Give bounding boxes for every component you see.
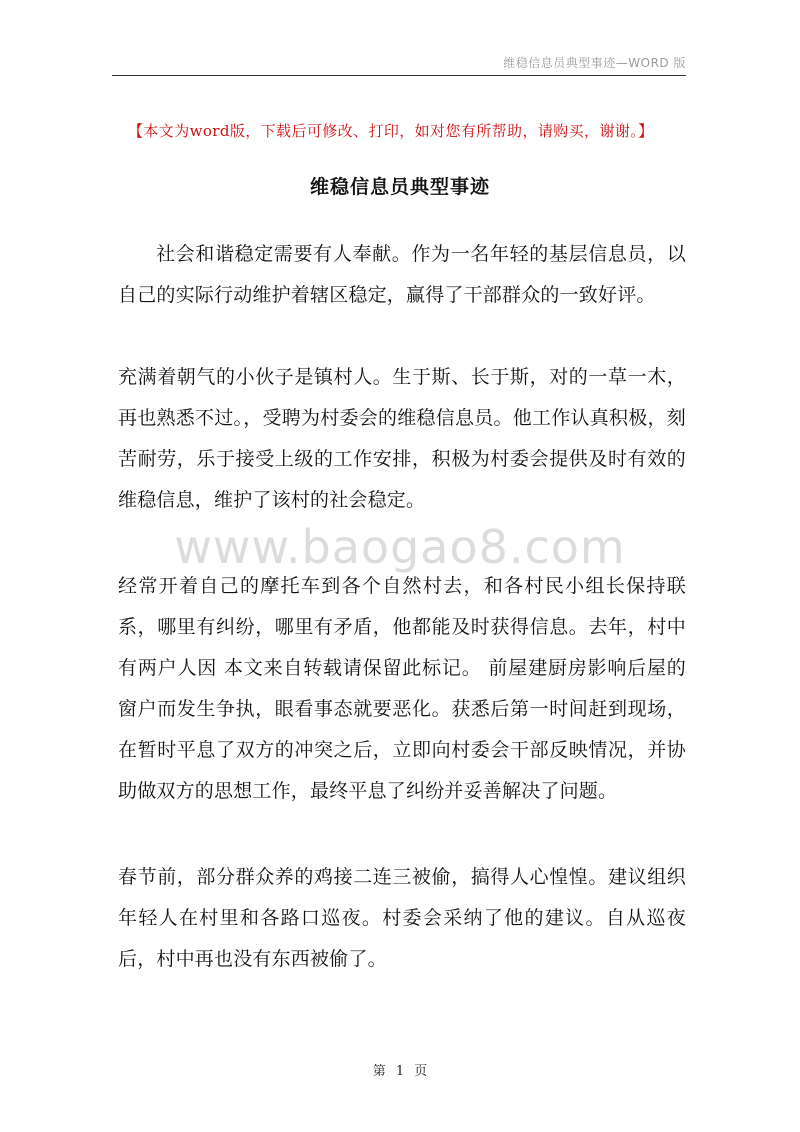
document-title: 维稳信息员典型事迹 [309,176,490,198]
paragraph-3: 经常开着自己的摩托车到各个自然村去，和各村民小组长保持联系，哪里有纠纷，哪里有矛盾，他都能及时获得信息。去年，村中有两户人因 本文来自转载请保留此标记。 前屋建厨房影响后屋的窗户而发生争执，眼看事态就要恶化。获悉后第一时间赶到现场，在暂时平息了双方的冲突之后，立即向村委会干部反映情况，并协助做双方的思想工作，最终平息了纠纷并妥善解决了问题。 [118,575,686,802]
paragraph-4: 春节前，部分群众养的鸡接二连三被偷，搞得人心惶惶。建议组织年轻人在村里和各路口巡夜。村委会采纳了他的建议。自从巡夜后，村中再也没有东西被偷了。 [118,866,686,970]
download-notice: 【本文为word版，下载后可修改、打印，如对您有所帮助，请购买，谢谢。】 [128,122,654,140]
running-header: 维稳信息员典型事迹—WORD 版 [503,56,686,70]
paragraph-1: 社会和谐稳定需要有人奉献。作为一名年轻的基层信息员，以自己的实际行动维护着辖区稳定，赢得了干部群众的一致好评。 [118,243,686,306]
paragraph-2: 充满着朝气的小伙子是镇村人。生于斯、长于斯，对的一草一木，再也熟悉不过。，受聘为村委会的维稳信息员。他工作认真积极，刻苦耐劳，乐于接受上级的工作安排，积极为村委会提供及时有效的维稳信息，维护了该村的社会稳定。 [118,366,686,511]
page-prefix: 第 [372,1064,386,1079]
page-suffix: 页 [414,1064,428,1079]
watermark: www.baogao8.com [174,520,626,574]
page-number: 1 [395,1064,405,1079]
header-divider [112,75,686,76]
page-footer [0,1060,800,1079]
